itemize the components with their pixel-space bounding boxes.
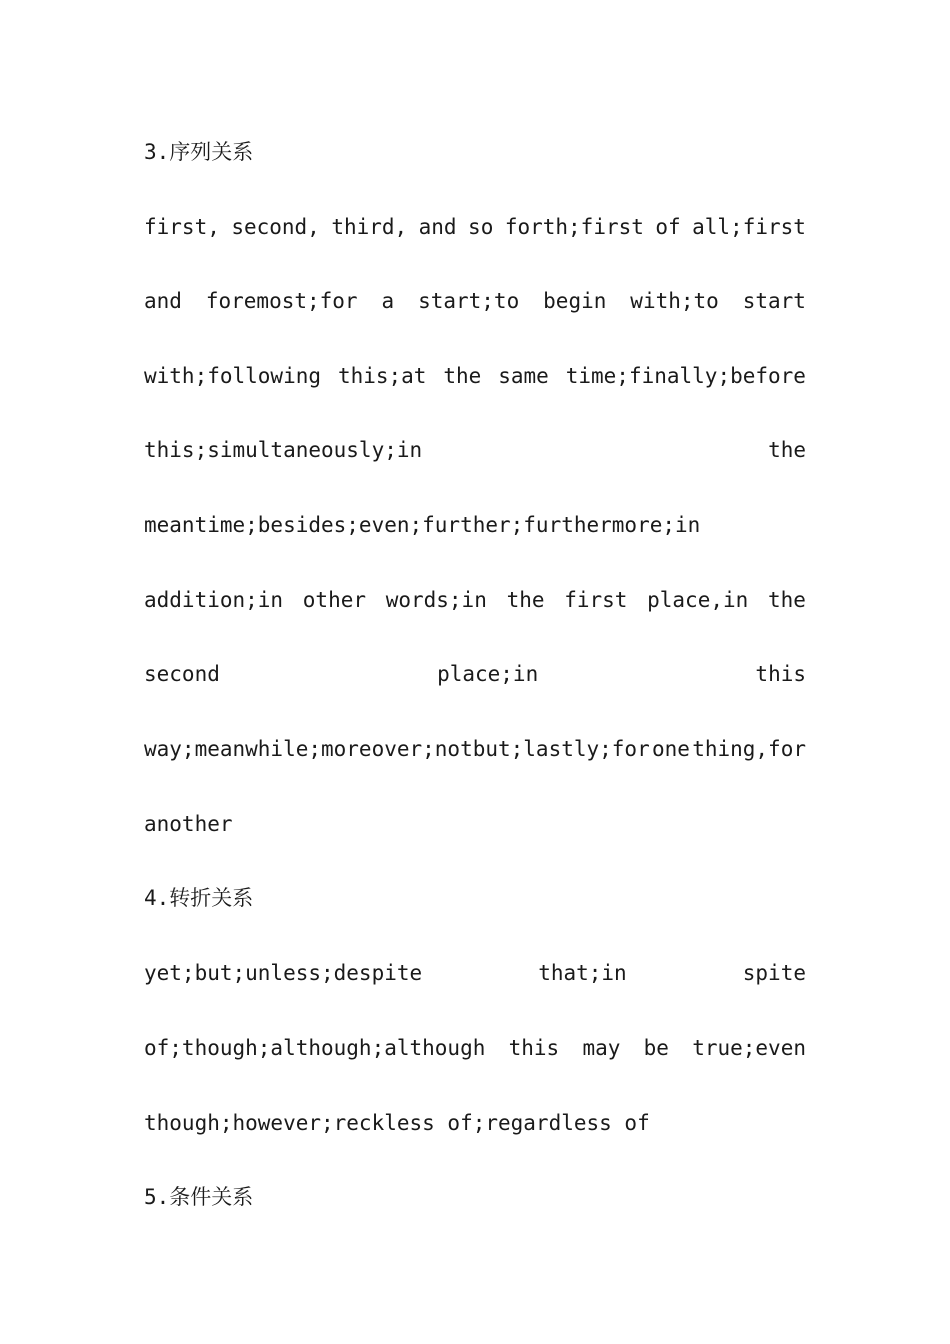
word: start xyxy=(742,289,806,313)
word: this;simultaneously;in xyxy=(144,438,423,462)
word: of;though;although;although xyxy=(144,1036,486,1060)
section-heading-contrast: 4.转折关系 xyxy=(144,886,254,910)
word: addition;in xyxy=(144,588,284,612)
word: first, xyxy=(144,215,220,239)
word: a xyxy=(381,289,395,313)
word: one xyxy=(652,737,690,761)
word: first xyxy=(564,588,628,612)
word: the xyxy=(506,588,545,612)
word: other xyxy=(302,588,366,612)
word: that;in xyxy=(538,961,627,985)
word: place,in xyxy=(647,588,749,612)
text-line xyxy=(144,953,806,993)
text-line xyxy=(144,281,806,321)
word: the xyxy=(768,438,806,462)
text-line xyxy=(144,729,806,769)
word: this xyxy=(755,662,806,686)
word: and xyxy=(418,215,457,239)
text-line xyxy=(144,207,806,247)
text-line xyxy=(144,430,806,470)
word: start;to xyxy=(418,289,520,313)
word: of xyxy=(655,215,681,239)
word: meantime;besides;even;further;furthermore;in xyxy=(144,513,701,537)
word: second, xyxy=(231,215,320,239)
word: another xyxy=(144,812,233,836)
word: the xyxy=(767,588,806,612)
word: begin xyxy=(543,289,607,313)
word: all;first xyxy=(692,215,806,239)
word: this;at xyxy=(337,364,427,388)
text-line xyxy=(144,654,806,694)
section-heading-condition: 5.条件关系 xyxy=(144,1185,254,1209)
word: way;meanwhile;moreover;notbut;lastly;for xyxy=(144,737,650,761)
word: time;finally;before xyxy=(565,364,806,388)
word: place;in xyxy=(437,662,539,686)
word: forth;first xyxy=(504,215,644,239)
text-line xyxy=(144,1028,806,1068)
word: may xyxy=(582,1036,621,1060)
word: though;however;reckless of;regardless of xyxy=(144,1111,650,1135)
word: foremost;for xyxy=(205,289,358,313)
word: the xyxy=(443,364,482,388)
word: so xyxy=(468,215,494,239)
word: spite xyxy=(742,961,806,985)
word: second xyxy=(144,662,220,686)
text-line xyxy=(144,1103,806,1143)
text-line xyxy=(144,505,806,545)
word: be xyxy=(643,1036,669,1060)
text-line xyxy=(144,356,806,396)
text-line xyxy=(144,804,806,844)
word: words;in xyxy=(385,588,487,612)
word: this xyxy=(508,1036,560,1060)
text-line xyxy=(144,580,806,620)
word: third, xyxy=(331,215,408,239)
word: same xyxy=(498,364,549,388)
word: yet;but;unless;despite xyxy=(144,961,423,985)
word: and xyxy=(144,289,182,313)
word: thing,for xyxy=(692,737,806,761)
word: true;even xyxy=(692,1036,806,1060)
word: with;following xyxy=(144,364,322,388)
word: with;to xyxy=(630,289,719,313)
section-heading-sequence: 3.序列关系 xyxy=(144,140,254,164)
